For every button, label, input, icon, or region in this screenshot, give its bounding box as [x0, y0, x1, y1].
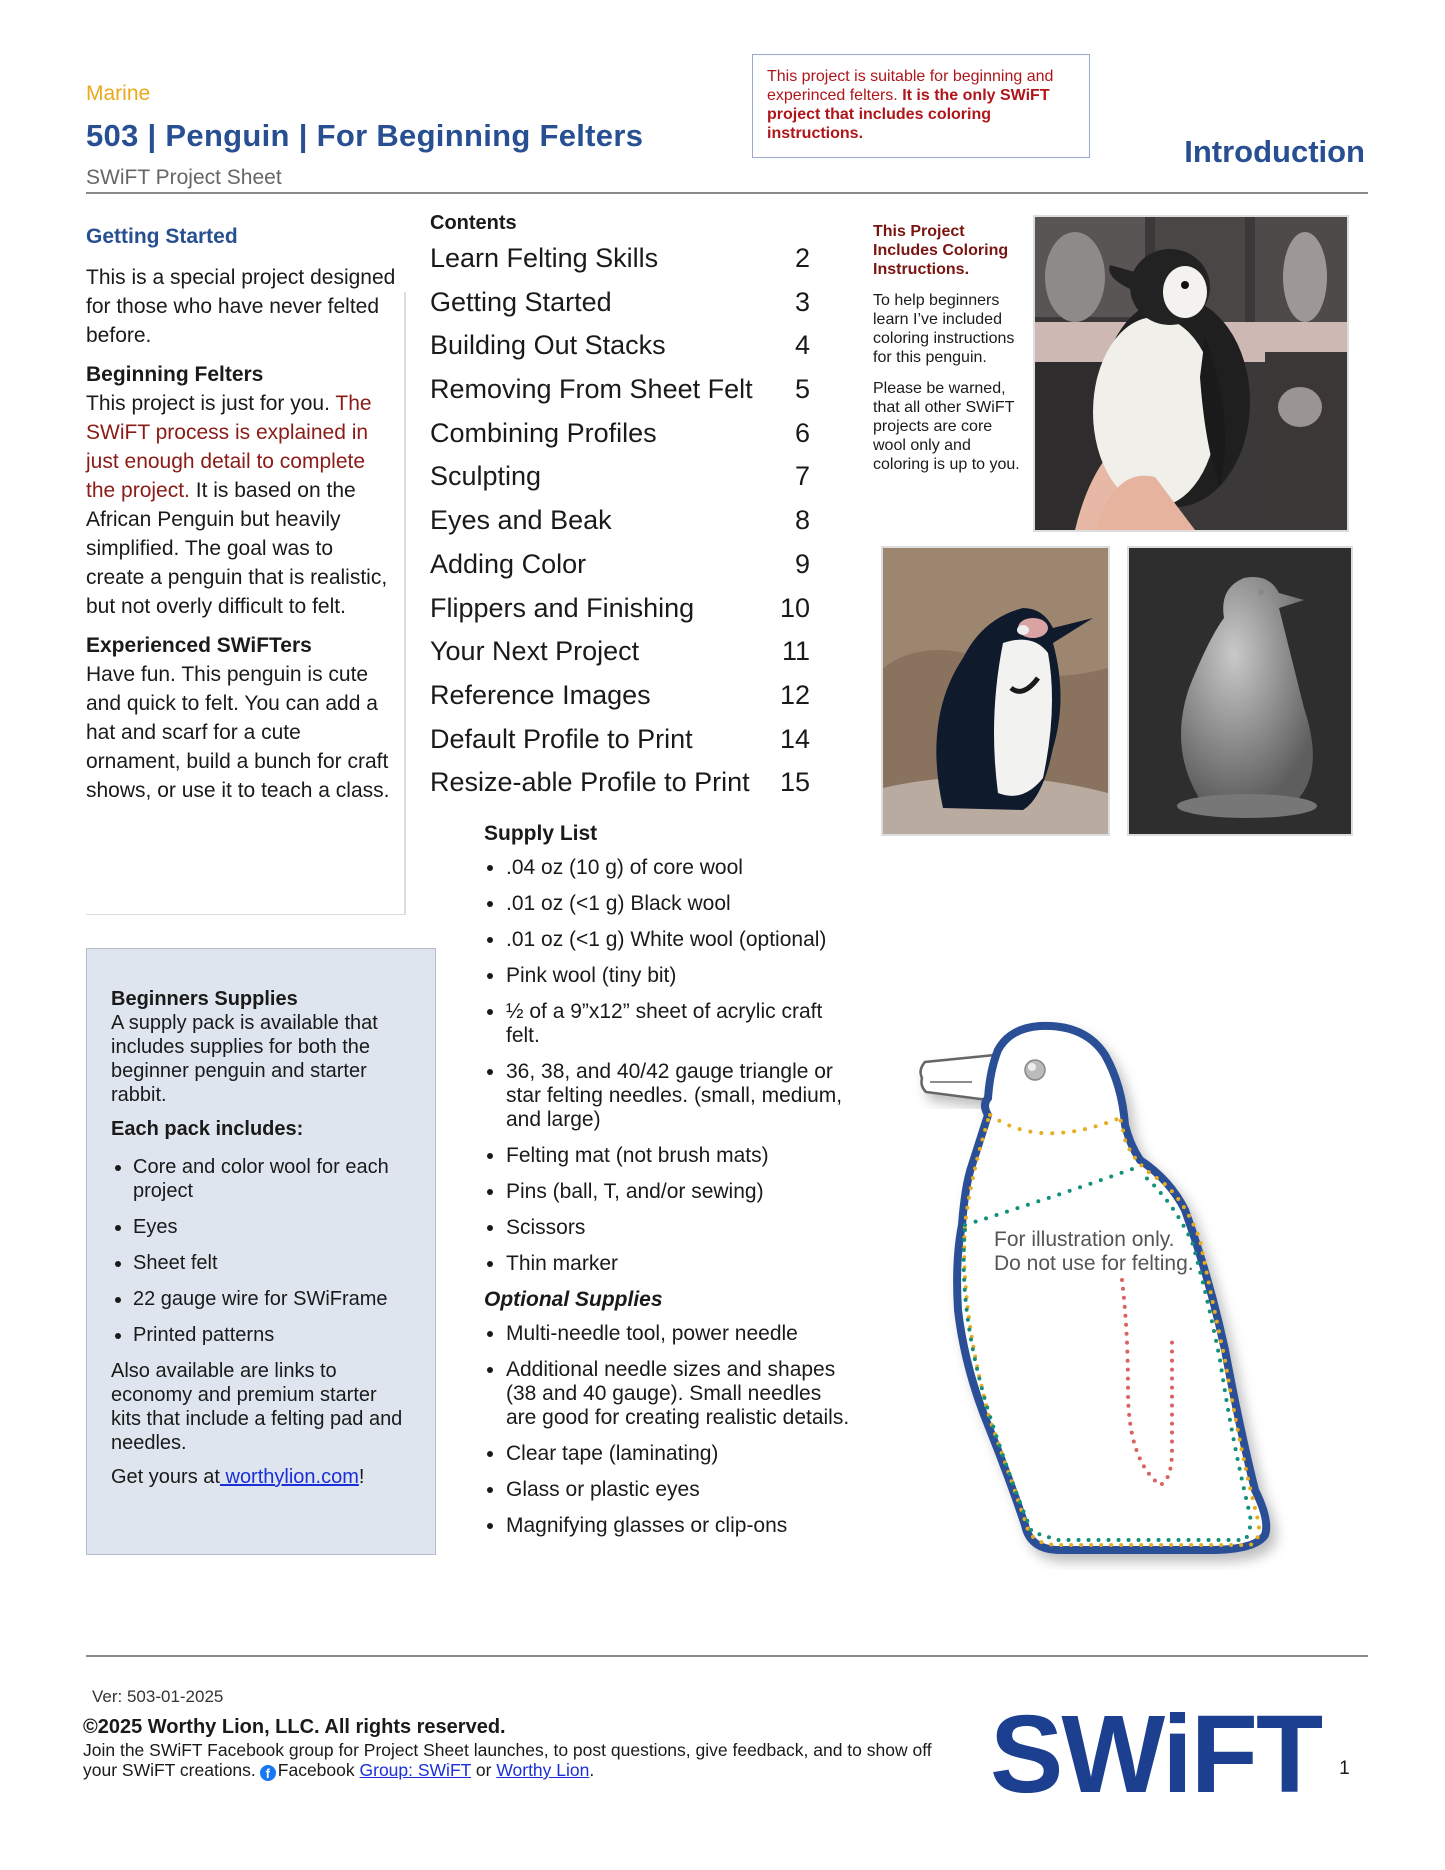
supply-items — [484, 856, 854, 1276]
column-bottom-divider — [86, 914, 406, 915]
list-item: • Scissors — [506, 1216, 854, 1240]
felted-penguin-photo — [1033, 215, 1349, 532]
toc-entry[interactable] — [430, 328, 810, 372]
coloring-note — [873, 222, 1023, 486]
facebook-invite — [83, 1740, 963, 1781]
coloring-note-text-2: Please be warned, that all other SWiFT projects are core wool only and coloring is up to you. — [873, 380, 1020, 473]
facebook-group-link[interactable]: Group: SWiFT — [359, 1760, 472, 1780]
notice-bold-text: It is the only SWiFT project that includes coloring instructions. — [767, 87, 1050, 142]
toc-page-number: 4 — [794, 330, 810, 361]
header-divider — [86, 192, 1368, 194]
supply-list — [484, 822, 854, 1550]
optional-items — [484, 1322, 854, 1538]
getting-started-heading: Getting Started — [86, 225, 238, 248]
also-available-text: Also available are links to economy and premium starter kits that include a felting pad and needles. — [111, 1360, 403, 1454]
experienced-block — [86, 631, 396, 805]
facebook-icon: f — [260, 1765, 276, 1781]
page-subtitle: SWiFT Project Sheet — [86, 166, 282, 189]
beginners-heading: Beginners Supplies — [111, 988, 298, 1010]
contents-heading: Contents — [430, 212, 517, 234]
african-penguin-photo — [881, 546, 1110, 836]
penguin-outline — [957, 1026, 1266, 1550]
toc-label: Resize-able Profile to Print — [430, 767, 750, 798]
cta-suffix: ! — [358, 1466, 365, 1488]
worthy-lion-link[interactable]: Worthy Lion — [496, 1760, 590, 1780]
table-of-contents — [430, 212, 810, 809]
list-item: • Thin marker — [506, 1252, 854, 1276]
toc-label: Adding Color — [430, 548, 587, 579]
toc-page-number: 9 — [794, 548, 810, 579]
getting-started-section — [86, 222, 396, 815]
beak-shape — [921, 1055, 995, 1100]
join-text: Join the SWiFT Facebook group for Project Sheet launches, to post questions, give feedback, and to show off your SWiFT creations. — [83, 1740, 932, 1780]
toc-entry[interactable] — [430, 547, 810, 591]
penguin-3d-render — [1127, 546, 1353, 836]
footer-divider — [86, 1655, 1368, 1657]
toc-label: Learn Felting Skills — [430, 243, 659, 273]
toc-label: Building Out Stacks — [430, 330, 666, 361]
list-item: • Glass or plastic eyes — [506, 1478, 854, 1502]
cta-prefix: Get yours at — [111, 1466, 220, 1488]
page-number: 1 — [1339, 1758, 1350, 1779]
list-item: • Magnifying glasses or clip-ons — [506, 1514, 854, 1538]
beginning-text-1: This project is just for you. — [86, 392, 336, 415]
list-item: • Additional needle sizes and shapes (38 and 40 gauge). Small needles are good for creating realistic details. — [506, 1358, 854, 1430]
toc-label: Your Next Project — [430, 636, 640, 667]
experienced-heading: Experienced SWiFTers — [86, 634, 312, 657]
toc-page-number: 5 — [794, 374, 810, 405]
toc-page-number: 12 — [779, 679, 810, 710]
toc-rows — [430, 241, 810, 809]
beginning-text-highlight: The SWiFT process is explained in just enough detail to complete the project. — [86, 392, 372, 502]
pack-heading: Each pack includes: — [111, 1118, 304, 1140]
toc-entry[interactable] — [430, 372, 810, 416]
beginners-text: A supply pack is available that includes supplies for both the beginner penguin and starter rabbit. — [111, 1012, 378, 1106]
footer-brand — [990, 1693, 1350, 1816]
or-text: or — [471, 1760, 497, 1780]
list-item: • Sheet felt — [133, 1251, 411, 1275]
toc-label: Getting Started — [430, 286, 612, 317]
list-item: • 22 gauge wire for SWiFrame — [133, 1287, 411, 1311]
eye-highlight — [1028, 1063, 1036, 1071]
list-item: • Eyes — [133, 1215, 411, 1239]
list-item: • Core and color wool for each project — [133, 1155, 411, 1203]
column-divider — [404, 292, 406, 914]
toc-entry[interactable] — [430, 634, 810, 678]
list-item: • Multi-needle tool, power needle — [506, 1322, 854, 1346]
toc-page-number: 6 — [794, 417, 810, 448]
facebook-label: Facebook — [277, 1760, 360, 1780]
intro-text: This is a special project designed for those who have never felted before. — [86, 266, 396, 347]
list-item: • Printed patterns — [133, 1323, 411, 1347]
list-item: • Pins (ball, T, and/or sewing) — [506, 1180, 854, 1204]
toc-entry[interactable] — [430, 241, 810, 285]
toc-page-number: 2 — [794, 243, 810, 273]
beginning-felters-block — [86, 360, 396, 621]
toc-page-number: 15 — [779, 767, 810, 798]
list-item: • 36, 38, and 40/42 gauge triangle or star felting needles. (small, medium, and large) — [506, 1060, 854, 1132]
section-title: Introduction — [1184, 134, 1365, 169]
beginning-felters-heading: Beginning Felters — [86, 363, 264, 386]
toc-page-number: 11 — [781, 636, 810, 667]
list-item: • .01 oz (<1 g) White wool (optional) — [506, 928, 854, 952]
period: . — [589, 1760, 595, 1780]
swift-logo: SWiFT — [990, 1693, 1322, 1816]
toc-label: Eyes and Beak — [430, 505, 612, 536]
toc-entry[interactable] — [430, 765, 810, 809]
list-item: • .01 oz (<1 g) Black wool — [506, 892, 854, 916]
toc-page-number: 10 — [779, 592, 810, 623]
worthylion-link[interactable]: worthylion.com — [219, 1466, 359, 1488]
list-item: • ½ of a 9”x12” sheet of acrylic craft felt. — [506, 1000, 854, 1048]
toc-page-number: 8 — [794, 505, 810, 536]
toc-entry[interactable] — [430, 416, 810, 460]
toc-entry[interactable] — [430, 503, 810, 547]
category-label: Marine — [86, 82, 151, 105]
experienced-text: Have fun. This penguin is cute and quick to felt. You can add a hat and scarf for a cute ornament, build a bunch for craft shows, or use it to teach a class. — [86, 663, 390, 802]
toc-label: Default Profile to Print — [430, 723, 693, 754]
coloring-note-heading: This Project Includes Coloring Instructions. — [873, 223, 1009, 278]
toc-entry[interactable] — [430, 678, 810, 722]
toc-label: Sculpting — [430, 461, 542, 492]
toc-entry[interactable] — [430, 591, 810, 635]
toc-label: Flippers and Finishing — [430, 592, 695, 623]
toc-entry[interactable] — [430, 285, 810, 329]
toc-label: Removing From Sheet Felt — [430, 374, 753, 405]
pack-list — [111, 1155, 411, 1347]
toc-label: Combining Profiles — [430, 417, 657, 448]
supply-list-heading: Supply List — [484, 822, 598, 845]
suitability-notice — [752, 54, 1090, 158]
list-item: • Felting mat (not brush mats) — [506, 1144, 854, 1168]
penguin-outline-illustration — [910, 1010, 1360, 1570]
toc-entry[interactable] — [430, 459, 810, 503]
beginners-supplies-box — [86, 948, 436, 1555]
toc-page-number: 7 — [794, 461, 810, 492]
coloring-note-text-1: To help beginners learn I’ve included coloring instructions for this penguin. — [873, 292, 1015, 366]
toc-entry[interactable] — [430, 722, 810, 766]
copyright: ©2025 Worthy Lion, LLC. All rights reserved. — [83, 1716, 506, 1738]
toc-label: Reference Images — [430, 679, 651, 710]
list-item: • Pink wool (tiny bit) — [506, 964, 854, 988]
page-title: 503 | Penguin | For Beginning Felters — [86, 118, 644, 153]
optional-supplies-heading: Optional Supplies — [484, 1288, 663, 1311]
toc-page-number: 14 — [779, 723, 810, 754]
illustration-note: For illustration only. Do not use for felting. — [994, 1228, 1194, 1275]
get-yours-line — [111, 1465, 411, 1489]
list-item: • .04 oz (10 g) of core wool — [506, 856, 854, 880]
eye-icon — [1025, 1060, 1045, 1080]
version-label: Ver: 503-01-2025 — [92, 1687, 224, 1706]
toc-page-number: 3 — [794, 286, 810, 317]
beginning-text-2: It is based on the African Penguin but heavily simplified. The goal was to create a penguin that is realistic, but not overly difficult to felt. — [86, 479, 388, 618]
list-item: • Clear tape (laminating) — [506, 1442, 854, 1466]
notice-text: This project is suitable for beginning and experinced felters. — [767, 68, 1054, 104]
